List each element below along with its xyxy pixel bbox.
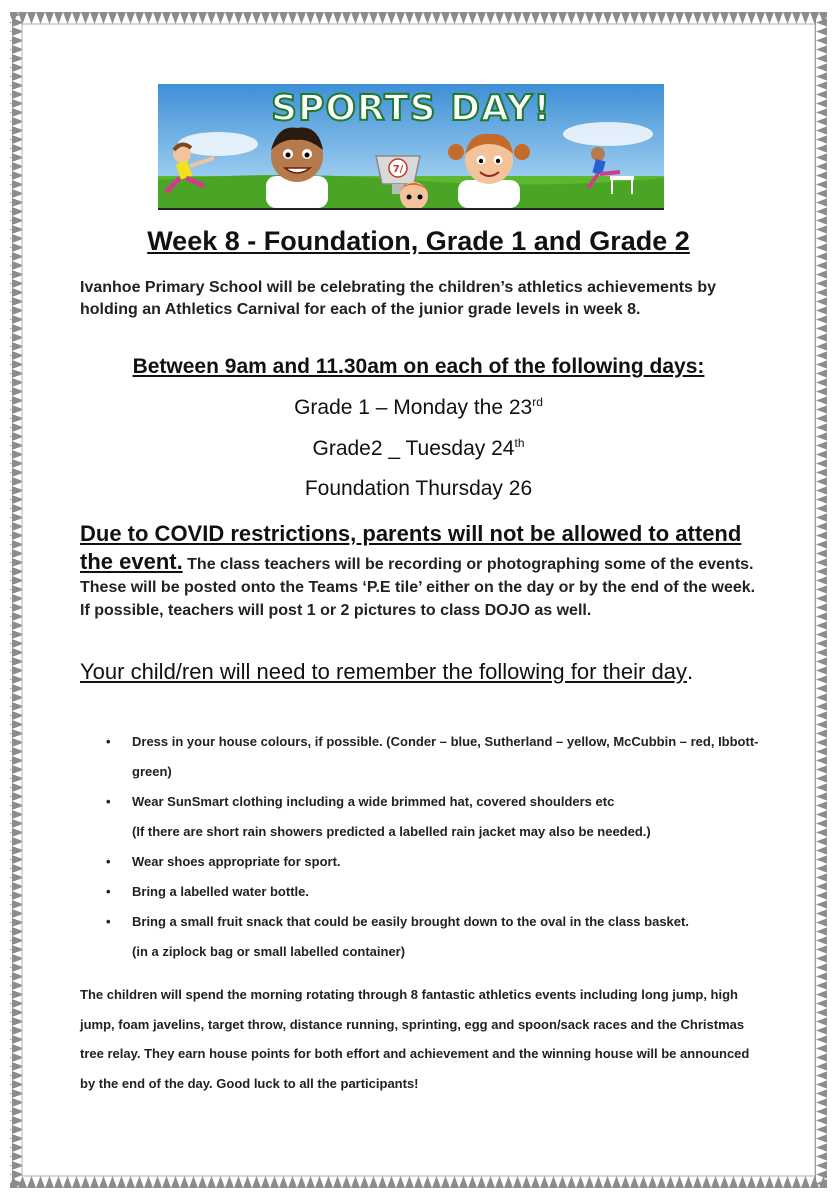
list-item: [104, 907, 764, 967]
checklist: [104, 727, 764, 967]
intro-paragraph: Ivanhoe Primary School will be celebrating the children’s athletics achievements by holding an Athletics Carnival for each of the junior grade levels in week 8.: [80, 279, 717, 318]
day-text: Grade2 _ Tuesday 24: [312, 437, 515, 460]
remember-period: .: [686, 659, 694, 684]
list-item: [104, 847, 764, 877]
bullet-icon: •: [106, 854, 111, 869]
sports-day-banner: [158, 84, 664, 210]
remember-heading: [80, 657, 760, 686]
list-item: [104, 727, 764, 787]
bullet-icon: •: [106, 794, 111, 809]
day-line-grade-1: [0, 395, 837, 420]
list-item-note: (If there are short rain showers predicted a labelled rain jacket may also be needed.): [132, 824, 651, 839]
list-item-text: Bring a labelled water bottle.: [132, 884, 309, 899]
day-line-foundation: [0, 477, 837, 501]
day-text: Foundation Thursday 26: [304, 477, 533, 500]
bullet-icon: •: [106, 734, 111, 749]
closing-paragraph: The children will spend the morning rotating through 8 fantastic athletics events including long jump, high jump, foam javelins, target throw, distance running, sprinting, egg and spoon/sack races and the Christmas tree relay. They earn house points for both effort and achievement and the winning house will be announced by the end of the day. Good luck to all the participants!: [80, 987, 750, 1091]
svg-text:7/: 7/: [392, 164, 404, 175]
remember-text: Your child/ren will need to remember the following for their day: [80, 659, 687, 684]
page-title: Week 8 - Foundation, Grade 1 and Grade 2: [147, 226, 690, 256]
bullet-icon: •: [106, 914, 111, 929]
list-item-note: (in a ziplock bag or small labelled container): [132, 944, 406, 959]
list-item: [104, 877, 764, 907]
list-item-text: Bring a small fruit snack that could be easily brought down to the oval in the class basket.: [132, 914, 689, 929]
list-item-text: Dress in your house colours, if possible. (Conder – blue, Sutherland – yellow, McCubbin – red, Ibbott- green): [132, 734, 759, 779]
covid-headline: Due to COVID restrictions, parents will not be allowed to attend the event.: [80, 521, 742, 574]
boy-character-icon: [266, 127, 328, 208]
list-item-text: Wear SunSmart clothing including a wide brimmed hat, covered shoulders etc: [132, 794, 615, 809]
day-line-grade-2: [0, 436, 837, 461]
bullet-icon: •: [106, 884, 111, 899]
times-heading: Between 9am and 11.30am on each of the following days:: [132, 355, 705, 378]
covid-notice: [80, 520, 760, 622]
day-ordinal-suffix: rd: [532, 395, 543, 409]
list-item: [104, 787, 764, 847]
day-ordinal-suffix: th: [514, 436, 525, 450]
covid-body: The class teachers will be recording or photographing some of the events. These will be posted onto the Teams ‘P.E tile’ either on the day or by the end of the week. If possible, teachers will post 1 or 2 pictures to class DOJO as well.: [80, 556, 756, 619]
list-item-text: Wear shoes appropriate for sport.: [132, 854, 341, 869]
day-text: Grade 1 – Monday the 23: [294, 396, 533, 419]
banner-title: SPORTS DAY!: [271, 88, 551, 129]
